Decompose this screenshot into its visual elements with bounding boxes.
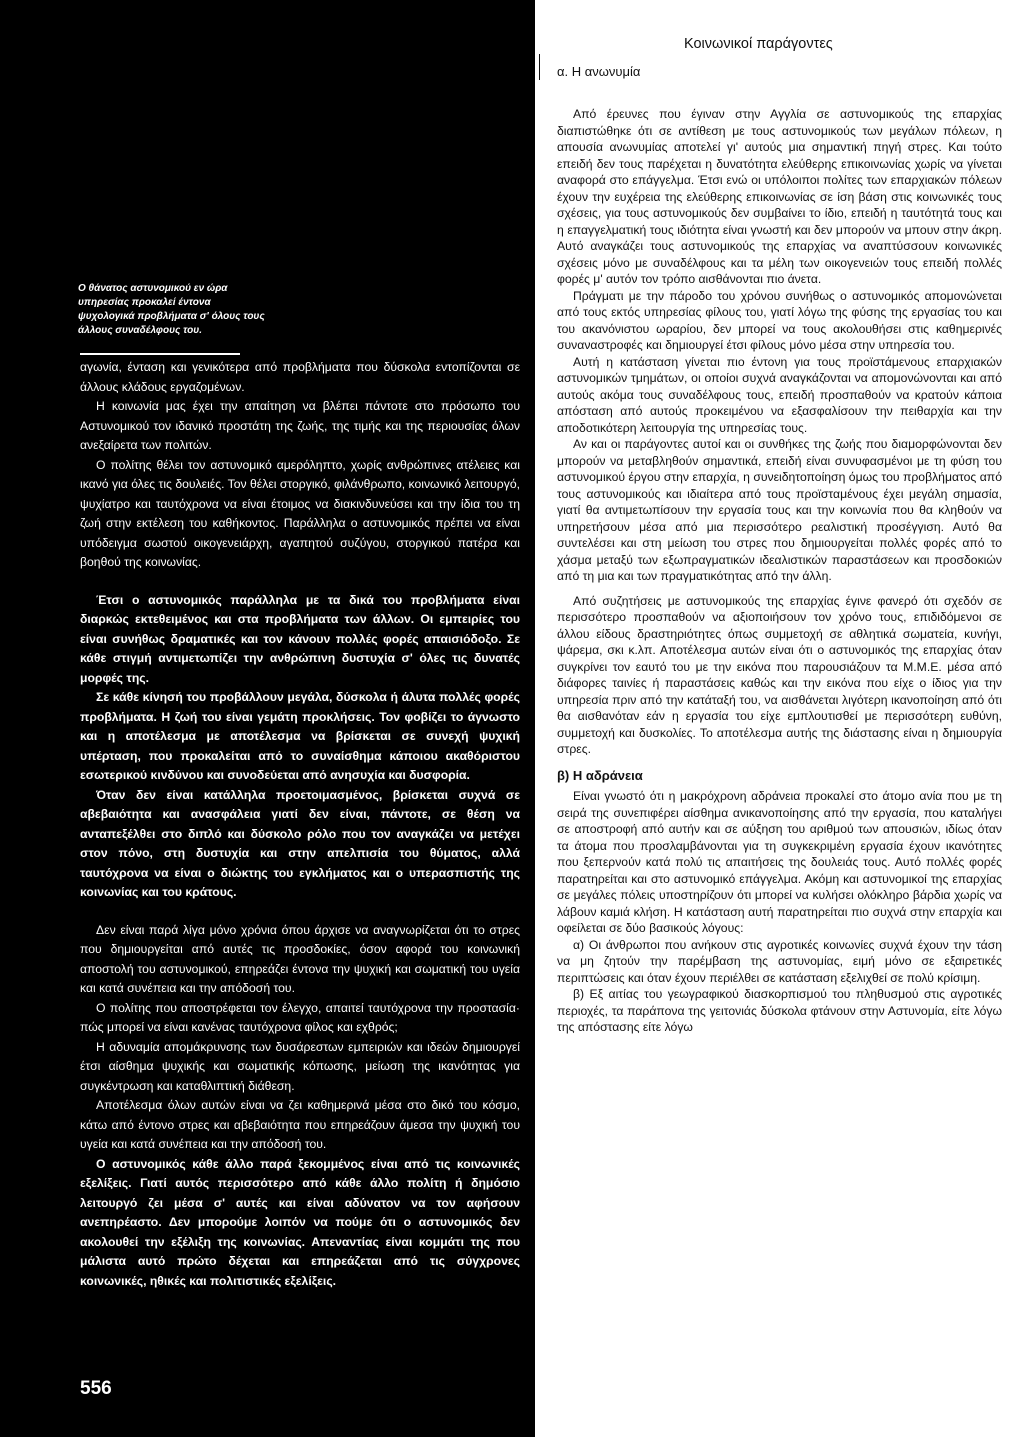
right-text-column xyxy=(557,106,1002,1036)
section-header: α. Η ανωνυμία xyxy=(557,64,641,79)
subsection-heading: β) Η αδράνεια xyxy=(557,767,643,783)
left-text-column xyxy=(80,358,520,1291)
paragraph: Η αδυναμία απομάκρυνσης των δυσάρεστων εμπειριών και ιδεών δημιουργεί έτσι αίσθημα ψυχικής και σωματικής κόπωσης, μείωση της ικανότητας για συγκέντρωση και καταθλιπτική διάθεση. xyxy=(80,1039,520,1093)
paragraph: Δεν είναι παρά λίγα μόνο χρόνια όπου άρχισε να αναγνωρίζεται ότι το στρες που δημιουργείται από αυτές τις προσδοκίες, όσον αφορά του κοινωνική αποστολή του αστυνομικού, επηρεάζει έντονα την ψυχική και σωματική του υγεία και κατά συνέπεια και την απόδοσή του. xyxy=(80,922,520,995)
bold-paragraph: Σε κάθε κίνησή του προβάλλουν μεγάλα, δύσκολα ή άλυτα πολλές φορές προβλήματα. Η ζωή του είναι γεμάτη προκλήσεις. Τον φοβίζει το άγνωστο και η αποτέλεσμα με αποτέλεσμα να βρίσκεται σε συνεχή ψυχική υπέρταση, που προκαλείται από το συναίσθημα κάποιου ακαθόριστου εσωτερικού κινδύνου και συνοδεύεται από ανησυχία και δυσφορία. xyxy=(80,690,520,782)
paragraph: αγωνία, ένταση και γενικότερα από προβλήματα που δύσκολα εντοπίζονται σε άλλους κλάδους εργαζομένων. xyxy=(80,360,520,394)
paragraph: Είναι γνωστό ότι η μακρόχρονη αδράνεια προκαλεί στο άτομο ανία που με τη σειρά της συνεπιφέρει αίσθημα ανικανοποίησης από την εργασία, που καταλήγει σε αποστροφή από αυτήν και σε αύξηση του αριθμού των απουσιών, ιδίως όταν τα άτομα που προσλαμβάνονται για τη συγκεκριμένη εργασία έχουν ικανότητες που ξεπερνούν κατά πολύ τις απαιτήσεις της δουλειάς τους. Αυτό πολλές φορές παρατηρείται και στο αστυνομικό επάγγελμα. Ακόμη και αστυνομικοί της επαρχίας σε μεγάλες πόλεις υποστηρίζουν ότι μπορεί να κυλήσει ολόκληρο βάρδια χωρίς να λάβουν καμιά κλήση. Η κατάσταση αυτή παρατηρείται πιο συχνά στην επαρχία και οφείλεται σε δύο βασικούς λόγους: xyxy=(557,789,1002,935)
caption-divider xyxy=(80,353,240,355)
paragraph: Ο πολίτης θέλει τον αστυνομικό αμερόληπτο, χωρίς ανθρώπινες ατέλειες και ικανό για όλες τις δουλειές. Τον θέλει στοργικό, φιλάνθρωπο, κοινωνικό λειτουργό, ψυχίατρο και ταυτόχρονα να είναι έτοιμος να διακινδυνεύσει και την ίδια του τη ζωή στην εκτέλεση του καθήκοντος. Παράλληλα ο αστυνομικός πρέπει να είναι υπόδειγμα σωστού οικογενειάρχη, αγαπητού συζύγου, στοργικού πατέρα και βοηθού της κοινωνίας. xyxy=(80,457,520,569)
bold-paragraph: Ο αστυνομικός κάθε άλλο παρά ξεκομμένος είναι από τις κοινωνικές εξελίξεις. Γιατί αυτός περισσότερο από κάθε άλλο πολίτη ή δημόσιο λειτουργό ζει μέσα σ' αυτές και είναι αδύνατον να τον αφήσουν ανεπηρέαστο. Δεν μπορούμε λοιπόν να πούμε ότι ο αστυνομικός δεν ακολουθεί την εξέλιξη της κοινωνίας. Απεναντίας είναι κομμάτι της που μάλιστα αυτό πρώτο δέχεται και επηρεάζεται από τις σύγχρονες κοινωνικές, ηθικές και πολιτιστικές εξελίξεις. xyxy=(80,1156,520,1288)
bold-paragraph: Έτσι ο αστυνομικός παράλληλα με τα δικά του προβλήματα είναι διαρκώς εκτεθειμένος και στα προβλήματα των άλλων. Οι εμπειρίες του είναι συνήθως δραματικές και τον κάνουν πολλές φορές απαισιόδοξο. Σε κάθε στιγμή αντιμετωπίζει την ανθρώπινη δυστυχία σ' όλες τις δυνατές μορφές της. xyxy=(80,592,520,685)
chapter-header: Κοινωνικοί παράγοντες xyxy=(684,36,833,52)
header-divider xyxy=(539,54,540,80)
paragraph: Αν και οι παράγοντες αυτοί και οι συνθήκες της ζωής που διαμορφώνονται δεν μπορούν να μεταβληθούν σημαντικά, επειδή είναι συνυφασμένοι με τη φύση του αστυνομικού έργου στην επαρχία, η συνειδητοποίηση όμως του προβλήματος από τους αστυνομικούς και ιδιαίτερα από τους προϊσταμένους έχει μεγάλη σημασία, γιατί θα αντιμετωπίσουν την εργασία τους και την κοινωνία που θα κληθούν να υπηρετήσουν μέσα από μια περισσότερο ρεαλιστική προσέγγιση. Αυτό θα συντελέσει και στη μείωση του στρες που δημιουργείται πολλές φορές από το χάσμα μεταξύ των εξωπραγματικών ιδεαλιστικών παραστάσεων και προσδοκιών από τη μια και των πραγματικότητας από την άλλη. xyxy=(557,437,1002,583)
paragraph: α) Οι άνθρωποι που ανήκουν στις αγροτικές κοινωνίες συχνά έχουν την τάση να μη ζητούν την παρέμβαση της αστυνομίας, ειμή μόνο σε εξαιρετικές περιπτώσεις και όταν έχουν περιέλθει σε κατάσταση εξελιχθεί σε πολύ κρίσιμη. xyxy=(557,937,1002,985)
paragraph: Από συζητήσεις με αστυνομικούς της επαρχίας έγινε φανερό ότι σχεδόν σε περισσότερο προσπαθούν να αξιοποιήσουν τον χρόνο τους, επιδιδόμενοι σε άλλου είδους δραστηριότητες όπως συμμετοχή σε αθλητικά σωματεία, κυνήγι, ψάρεμα, σκι κ.λπ. Αποτέλεσμα αυτών είναι ότι ο αστυνομικός της επαρχίας όταν συγκρίνει τον εαυτό του με την εικόνα που παρουσιάζουν τα Μ.Μ.Ε. μέσα από διάφορες ταινίες ή παραστάσεις καθώς και την εικόνα που είχε ο ίδιος για την υπηρεσία πριν από την κατάταξή του, να αισθάνεται λιγότερη ικανοποίηση από ότι θα αισθανόταν εάν η εργασία του είχε εμπλουτισθεί με περισσότερη ευθύνη, συμμετοχή και δυσκολίες. Το αποτέλεσμα αυτής της διάστασης είναι η δημιουργία στρες. xyxy=(557,593,1002,756)
paragraph: Από έρευνες που έγιναν στην Αγγλία σε αστυνομικούς της επαρχίας διαπιστώθηκε ότι σε αντίθεση με τους αστυνομικούς των μεγάλων πόλεων, η απουσία ανωνυμίας αποτελεί γι' αυτούς μια σημαντική πηγή στρες. Και τούτο επειδή δεν τους παρέχεται η δυνατότητα ελεύθερης επικοινωνίας χωρίς να γίνεται αναφορά στο επάγγελμα. Έτσι ενώ οι υπόλοιποι πολίτες των επαρχιακών πόλεων έχουν την ευχέρεια της ελεύθερης επικοινωνίας σε ίση βάση στις κοινωνικές τους σχέσεις, για τους αστυνομικούς δεν συμβαίνει το ίδιο, επειδή η ταυτότητά τους και η επαγγελματική τους ιδιότητα είναι γνωστή και δεν μπορούν να μπουν στην άκρη. Αυτό αναγκάζει τους αστυνομικούς της επαρχίας να αναπτύσσουν κοινωνικές σχέσεις μόνο με συναδέλφους και τα μέλη των οικογενειών τους επειδή πολλές φορές μ' αυτόν τον τρόπο αισθάνονται πιο άνετα. xyxy=(557,107,1002,286)
page-number: 556 xyxy=(80,1378,112,1399)
paragraph: Η κοινωνία μας έχει την απαίτηση να βλέπει πάντοτε στο πρόσωπο του Αστυνομικού τον ιδανικό προστάτη της ζωής, της τιμής και της περιουσίας όλων ανεξαίρετα των πολιτών. xyxy=(80,399,520,452)
paragraph: Αποτέλεσμα όλων αυτών είναι να ζει καθημερινά μέσα στο δικό του κόσμο, κάτω από έντονο στρες και αβεβαιότητα που επηρεάζουν άμεσα την ψυχική του υγεία και κατά συνέπεια και την απόδοσή του. xyxy=(80,1098,520,1151)
photo-caption: Ο θάνατος αστυνομικού εν ώρα υπηρεσίας προκαλεί έντονα ψυχολογικά προβλήματα σ' όλους τους άλλους συναδέλφους του. xyxy=(78,283,265,336)
bold-paragraph: Όταν δεν είναι κατάλληλα προετοιμασμένος, βρίσκεται συχνά σε αβεβαιότητα και ανασφάλεια γιατί δεν είναι, πάντοτε, σε θέση να ανταπεξέλθει στο διπλό και δύσκολο ρόλο που τον αναγκάζει να μετέχει στον πόνο, στη δυστυχία και στην απελπισία του θύματος, αλλά ταυτόχρονα να είναι ο διώκτης του εγκλήματος και ο υπερασπιστής της κοινωνίας και του κράτους. xyxy=(80,787,520,899)
paragraph: Ο πολίτης που αποστρέφεται τον έλεγχο, απαιτεί ταυτόχρονα την προστασία· πώς μπορεί να είναι κανένας ταυτόχρονα φίλος και εχθρός; xyxy=(80,1000,520,1034)
paragraph: Αυτή η κατάσταση γίνεται πιο έντονη για τους προϊστάμενους επαρχιακών αστυνομικών τμημάτων, οι οποίοι συχνά αναγκάζονται να απομονώνονται και από αυτούς ακόμα τους συναδέλφους τους, επειδή προσπαθούν να κρατούν κάποια απόσταση από αυτούς προκειμένου να εξασφαλίσουν την πειθαρχία και την αποδοτικότερη λειτουργία της υπηρεσίας τους. xyxy=(557,354,1002,435)
paragraph: Πράγματι με την πάροδο του χρόνου συνήθως ο αστυνομικός απομονώνεται από τους εκτός υπηρεσίας φίλους του, γιατί λόγω της φύσης της εργασίας του και του ακανόνιστου ωραρίου, δεν μπορεί να τους ακολουθήσει στις καθημερινές συναναστροφές και δημιουργεί έτσι φίλους μόνο μέσα στην υπηρεσία του. xyxy=(557,288,1002,352)
paragraph: β) Εξ αιτίας του γεωγραφικού διασκορπισμού του πληθυσμού στις αγροτικές περιοχές, τα παράπονα της γειτονιάς δύσκολα φτάνουν στην Αστυνομία, είτε λόγω της απόστασης είτε λόγω xyxy=(557,987,1002,1034)
